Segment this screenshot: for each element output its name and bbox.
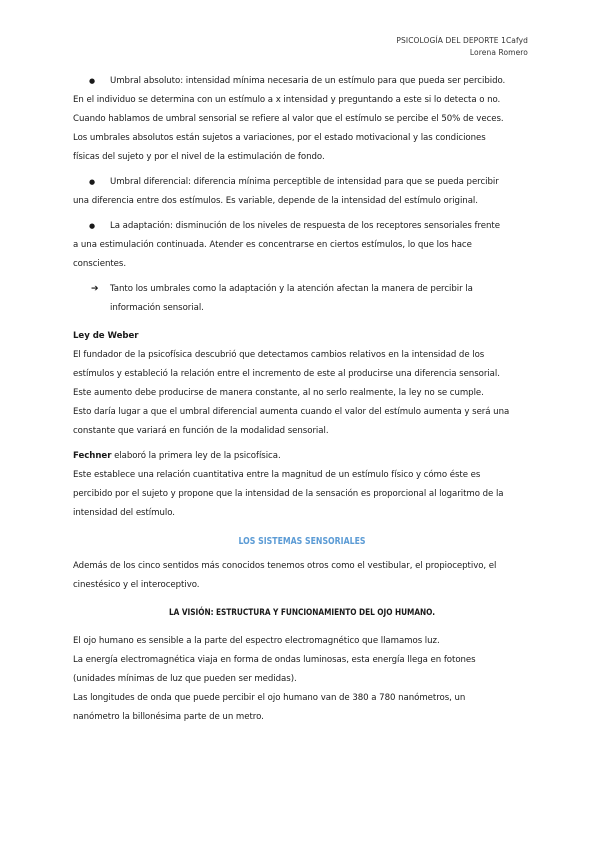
paragraph-line: Esto daría lugar a que el umbral diferencial aumenta cuando el valor del estímulo aumenta y será una <box>73 407 510 417</box>
paragraph-line: intensidad del estímulo. <box>73 508 175 518</box>
paragraph-line: La energía electromagnética viaja en forma de ondas luminosas, esta energía llega en fotones <box>73 655 476 665</box>
arrow-note-continued: información sensorial. <box>110 303 204 313</box>
paragraph-line: El fundador de la psicofísica descubrió que detectamos cambios relativos en la intensidad de los <box>73 350 485 360</box>
document-body <box>73 72 531 727</box>
bullet-adaptacion: ● La adaptación: disminución de los niveles de respuesta de los receptores sensoriales frente <box>73 217 531 236</box>
bullet-umbral-absoluto: ● Umbral absoluto: intensidad mínima necesaria de un estímulo para que pueda ser percibido. <box>73 72 531 91</box>
weber-title: Ley de Weber <box>73 331 139 341</box>
bullet-dot-icon: ● <box>89 77 96 85</box>
page-header <box>396 35 528 59</box>
paragraph-line: Las longitudes de onda que puede percibir el ojo humano van de 380 a 780 nanómetros, un <box>73 693 466 703</box>
arrow-right-icon: ➔ <box>91 284 99 294</box>
paragraph-line: (unidades mínimas de luz que pueden ser medidas). <box>73 674 297 684</box>
paragraph-line: constante que variará en función de la modalidad sensorial. <box>73 426 329 436</box>
fechner-name: Fechner <box>73 451 112 461</box>
paragraph-line: nanómetro la billonésima parte de un metro. <box>73 712 264 722</box>
subsection-heading-vision: LA VISIÓN: ESTRUCTURA Y FUNCIONAMIENTO DEL OJO HUMANO. <box>169 608 435 618</box>
paragraph-line: a una estimulación continuada. Atender es concentrarse en ciertos estímulos, lo que los hace <box>73 240 472 250</box>
paragraph-line: El ojo humano es sensible a la parte del espectro electromagnético que llamamos luz. <box>73 636 440 646</box>
paragraph-line: Además de los cinco sentidos más conocidos tenemos otros como el vestibular, el propioceptivo, el <box>73 561 497 571</box>
section-heading-sistemas-sensoriales: LOS SISTEMAS SENSORIALES <box>238 536 366 547</box>
paragraph-line: percibido por el sujeto y propone que la intensidad de la sensación es proporcional al logaritmo de la <box>73 489 504 499</box>
paragraph-line: conscientes. <box>73 259 127 269</box>
bullet-umbral-diferencial: ● Umbral diferencial: diferencia mínima perceptible de intensidad para que se pueda percibir <box>73 173 531 192</box>
fechner-intro: Fechner elaboró la primera ley de la psicofísica. <box>73 451 281 461</box>
paragraph-line: Los umbrales absolutos están sujetos a variaciones, por el estado motivacional y las condiciones <box>73 133 486 143</box>
header-author: Lorena Romero <box>469 48 528 57</box>
bullet-dot-icon: ● <box>89 222 96 230</box>
paragraph-line: Este aumento debe producirse de manera constante, al no serlo realmente, la ley no se cumple. <box>73 388 484 398</box>
paragraph-line: una diferencia entre dos estímulos. Es variable, depende de la intensidad del estímulo original. <box>73 196 478 206</box>
arrow-note: ➔ Tanto los umbrales como la adaptación y la atención afectan la manera de percibir la <box>73 280 531 299</box>
paragraph-line: Cuando hablamos de umbral sensorial se refiere al valor que el estímulo se percibe el 50% de veces. <box>73 114 504 124</box>
header-course: PSICOLOGÍA DEL DEPORTE 1Cafyd <box>396 36 528 45</box>
bullet-dot-icon: ● <box>89 178 96 186</box>
paragraph-line: En el individuo se determina con un estímulo a x intensidad y preguntando a este si lo detecta o no. <box>73 95 501 105</box>
paragraph-line: estímulos y estableció la relación entre el incremento de este al producirse una diferencia sensorial. <box>73 369 500 379</box>
paragraph-line: físicas del sujeto y por el nivel de la estimulación de fondo. <box>73 152 325 162</box>
paragraph-line: cinestésico y el interoceptivo. <box>73 580 200 590</box>
paragraph-line: Este establece una relación cuantitativa entre la magnitud de un estímulo físico y cómo éste es <box>73 470 481 480</box>
